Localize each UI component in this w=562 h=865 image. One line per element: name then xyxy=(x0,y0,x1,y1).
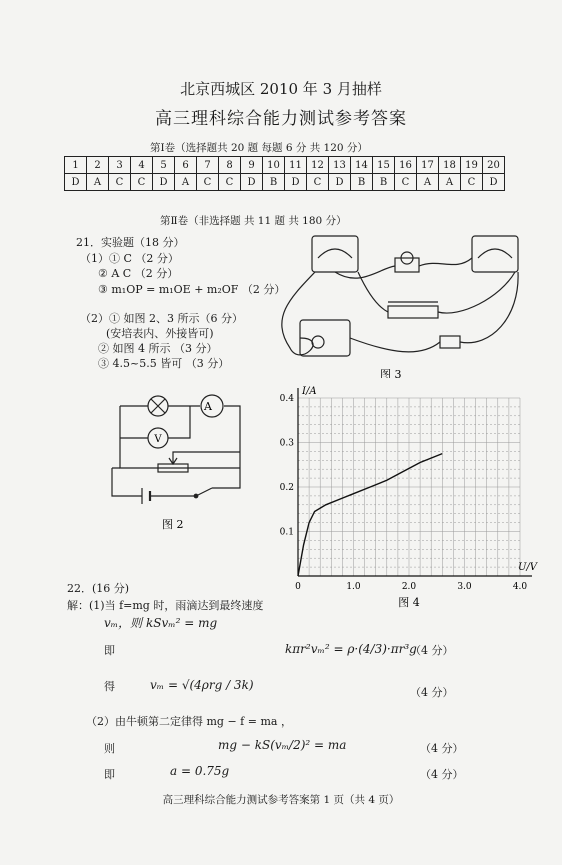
q21-p1-2: ② A C （2 分） xyxy=(98,267,179,280)
answer-18: A xyxy=(439,174,461,191)
question-number-8: 8 xyxy=(219,157,241,174)
question-number-12: 12 xyxy=(307,157,329,174)
answer-10: B xyxy=(263,174,285,191)
apparatus-figure xyxy=(270,228,530,378)
question-number-16: 16 xyxy=(395,157,417,174)
power-supply xyxy=(300,320,350,356)
fig4-label: 图 4 xyxy=(398,596,420,608)
question-number-6: 6 xyxy=(175,157,197,174)
q22-solve: 解：(1)当 f=mg 时，雨滴达到最终速度 xyxy=(67,599,264,612)
part1-heading: 第Ⅰ卷（选择题共 20 题 每题 6 分 共 120 分） xyxy=(150,142,368,154)
answer-17: A xyxy=(417,174,439,191)
q22-score3: （4 分） xyxy=(420,742,464,755)
meter-right xyxy=(472,236,518,272)
q21-p1-1: （1）① C （2 分） xyxy=(80,252,179,265)
answer-19: C xyxy=(461,174,483,191)
question-number-20: 20 xyxy=(483,157,505,174)
lamp-holder xyxy=(395,258,419,272)
q22-eq2: vₘ = √(4ρrg / 3k) xyxy=(150,678,254,692)
q22-part2: （2）由牛顿第二定律得 mg − f = ma ， xyxy=(86,715,292,728)
q22-score1: （4 分） xyxy=(410,644,454,657)
question-number-13: 13 xyxy=(329,157,351,174)
answer-9: D xyxy=(241,174,263,191)
ammeter-label: A xyxy=(204,400,212,413)
q22-ze: 则 xyxy=(104,742,115,755)
title-line-2: 高三理科综合能力测试参考答案 xyxy=(155,109,407,129)
x-tick-label: 0 xyxy=(295,582,301,592)
y-axis-label: I/A xyxy=(302,386,317,397)
q22-line1: vₘ，则 kSvₘ² = mg xyxy=(104,616,218,630)
answer-1: D xyxy=(65,174,87,191)
answer-11: D xyxy=(285,174,307,191)
answer-13: D xyxy=(329,174,351,191)
question-number-5: 5 xyxy=(153,157,175,174)
q22-eq1: kπr²vₘ² = ρ·(4/3)·πr³g xyxy=(285,642,417,656)
question-number-18: 18 xyxy=(439,157,461,174)
q22-de: 得 xyxy=(104,680,115,693)
iu-curve xyxy=(298,454,442,576)
answer-3: C xyxy=(109,174,131,191)
q21-p2-3: ③ 4.5~5.5 皆可 （3 分） xyxy=(98,357,230,370)
answer-row xyxy=(65,174,505,191)
question-number-15: 15 xyxy=(373,157,395,174)
answer-7: C xyxy=(197,174,219,191)
x-tick-label: 2.0 xyxy=(401,582,417,592)
answer-15: B xyxy=(373,174,395,191)
answer-16: C xyxy=(395,174,417,191)
answer-table xyxy=(64,156,505,191)
circuit-diagram xyxy=(100,388,260,538)
q21-p2-1b: (安培表内、外接皆可) xyxy=(106,327,214,340)
x-tick-label: 1.0 xyxy=(346,582,361,592)
question-number-11: 11 xyxy=(285,157,307,174)
fig3-label: 图 3 xyxy=(380,368,402,378)
x-axis-label: U/V xyxy=(518,562,538,573)
answer-8: C xyxy=(219,174,241,191)
question-number-19: 19 xyxy=(461,157,483,174)
meter-left xyxy=(312,236,358,272)
q21-p1-3: ③ m₁OP = m₁OE + m₂OF （2 分） xyxy=(98,283,286,296)
q22-eq4: a = 0.75g xyxy=(170,764,230,778)
q22-score4: （4 分） xyxy=(420,768,464,781)
q22-ji: 即 xyxy=(104,644,115,657)
x-tick-label: 3.0 xyxy=(457,582,472,592)
fig2-label: 图 2 xyxy=(162,518,184,531)
y-tick-label: 0.1 xyxy=(279,527,294,538)
answer-5: D xyxy=(153,174,175,191)
iu-chart xyxy=(278,380,543,608)
part2-heading: 第Ⅱ卷（非选择题 共 11 题 共 180 分） xyxy=(160,215,347,227)
answer-12: C xyxy=(307,174,329,191)
answer-6: A xyxy=(175,174,197,191)
q22-ji2: 即 xyxy=(104,768,115,781)
q21-p2-2: ② 如图 4 所示 （3 分） xyxy=(98,342,218,355)
answer-14: B xyxy=(351,174,373,191)
rheostat xyxy=(388,306,438,318)
page-footer: 高三理科综合能力测试参考答案第 1 页（共 4 页） xyxy=(162,794,400,806)
y-tick-label: 0.3 xyxy=(279,438,294,449)
voltmeter-label: V xyxy=(154,434,162,445)
y-tick-label: 0.4 xyxy=(279,394,294,404)
q21-title: 21．实验题（18 分） xyxy=(76,236,185,249)
x-tick-label: 4.0 xyxy=(512,582,528,592)
answer-20: D xyxy=(483,174,505,191)
question-number-2: 2 xyxy=(87,157,109,174)
answer-4: C xyxy=(131,174,153,191)
question-number-7: 7 xyxy=(197,157,219,174)
question-number-4: 4 xyxy=(131,157,153,174)
answer-2: A xyxy=(87,174,109,191)
q22-title: 22．(16 分) xyxy=(67,582,130,595)
question-number-3: 3 xyxy=(109,157,131,174)
title-line-1: 北京西城区 2010 年 3 月抽样 xyxy=(180,80,382,98)
q22-eq3: mg − kS(vₘ/2)² = ma xyxy=(218,738,347,752)
question-number-14: 14 xyxy=(351,157,373,174)
question-number-9: 9 xyxy=(241,157,263,174)
q21-p2-1: （2）① 如图 2、3 所示（6 分） xyxy=(80,312,243,325)
question-number-1: 1 xyxy=(65,157,87,174)
switch xyxy=(440,336,460,348)
question-number-10: 10 xyxy=(263,157,285,174)
y-tick-label: 0.2 xyxy=(279,483,294,493)
question-number-17: 17 xyxy=(417,157,439,174)
q22-score2: （4 分） xyxy=(410,686,454,699)
question-number-row xyxy=(65,157,505,174)
